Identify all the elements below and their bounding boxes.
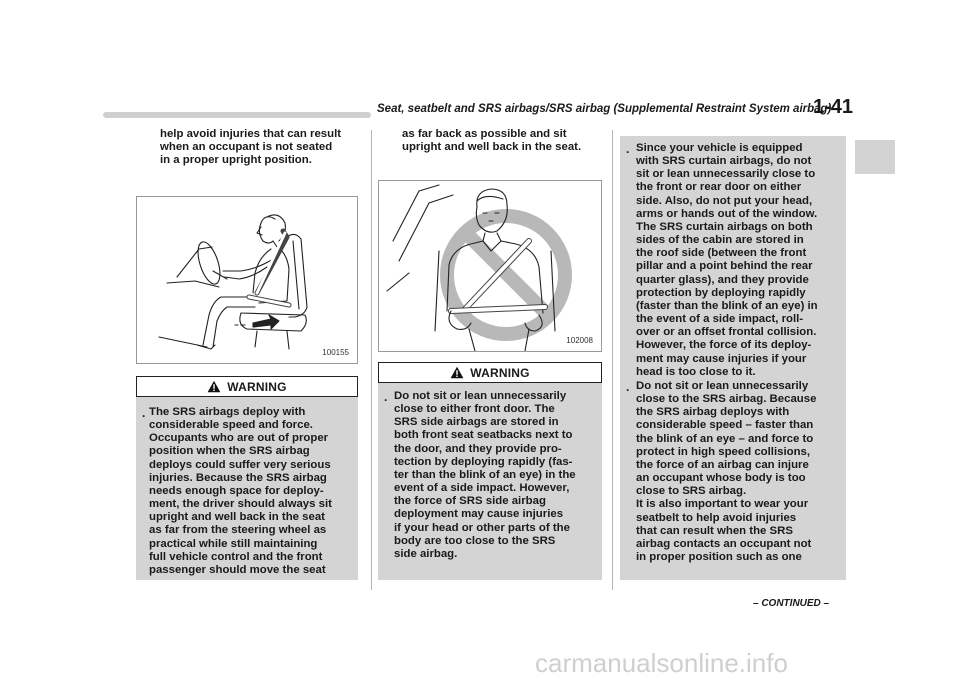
column-divider-1 xyxy=(371,130,372,590)
continued-marker: – CONTINUED – xyxy=(753,598,830,609)
col1-figure-driver-seated xyxy=(136,196,358,364)
col1-warning-header xyxy=(136,376,358,397)
warning-triangle-icon xyxy=(207,380,221,393)
col2-warning-text: Do not sit or lean unnecessarily close to either front door. The SRS side airbags are stored in both front seat seatbacks next to the door, and they provide pro- tection by deploying rapidly (fas- ter than the blink of an eye) in the event of a side impact. However, the force of SRS side airbag deployment may cause injuries if your head or other parts of the body are too close to the SRS side airbag. xyxy=(394,390,576,560)
col1-warning-box xyxy=(136,376,358,580)
running-header-title: Seat, seatbelt and SRS airbags/SRS airbag (Supplemental Restraint System airbag) xyxy=(377,103,832,115)
section-tab xyxy=(855,140,895,174)
warning-triangle-icon xyxy=(450,366,464,379)
col2-warning-box xyxy=(378,362,602,580)
driver-seated-illustration xyxy=(137,197,358,364)
col2-figure-passenger-prohibited xyxy=(378,180,602,352)
col1-warning-text: The SRS airbags deploy with considerable speed and force. Occupants who are out of proper position when the SRS airbag deploys could suffer very serious injuries. Because the SRS airbag needs enough space for deploy- ment, the driver should always sit upright and well back in the seat as far from the steering wheel as practical while still maintaining full vehicle control and the front passenger should move the seat xyxy=(149,406,332,576)
col2-intro-text: as far back as possible and sit upright and well back in the seat. xyxy=(402,128,582,154)
col3-bullet-mark-2: . xyxy=(626,380,630,394)
col3-warning-text-2: Do not sit or lean unnecessarily close to the SRS airbag. Because the SRS airbag deploys with considerable speed – faster than the blink of an eye – and force to protect in high speed collisions, the force of an airbag can injure an occupant whose body is too close to SRS airbag. It is also important to wear your seatbelt to help avoid injuries that can result when the SRS airbag contacts an occupant not in proper position such as one xyxy=(636,380,817,564)
col2-bullet-mark: . xyxy=(384,390,388,404)
col1-figure-id: 100155 xyxy=(322,348,349,357)
page-number: 1-41 xyxy=(813,96,854,118)
header-rule xyxy=(103,112,371,118)
col2-warning-header xyxy=(378,362,602,383)
passenger-too-close-illustration xyxy=(379,181,602,352)
site-watermark: carmanualsonline.info xyxy=(535,648,788,678)
col1-warning-label: WARNING xyxy=(227,379,287,394)
column-divider-2 xyxy=(612,130,613,590)
col1-bullet-mark: . xyxy=(142,406,146,420)
col2-warning-label: WARNING xyxy=(470,365,530,380)
col3-warning-text-1: Since your vehicle is equipped with SRS curtain airbags, do not sit or lean unnecessarily close to the front or rear door on either side. Also, do not put your head, arms or hands out of the window. The SRS curtain airbags on both sides of the cabin are stored in the roof side (between the front pillar and a point behind the rear quarter glass), and they provide protection by deploying rapidly (faster than the blink of an eye) in the event of a side impact, roll- over or an offset frontal collision. However, the force of its deploy- ment may cause injuries if your head is too close to it. xyxy=(636,142,818,378)
col3-warning-box xyxy=(620,136,846,580)
col2-figure-id: 102008 xyxy=(566,336,593,345)
col3-bullet-mark-1: . xyxy=(626,142,630,156)
col1-intro-text: help avoid injuries that can result when an occupant is not seated in a proper upright position. xyxy=(160,128,342,167)
